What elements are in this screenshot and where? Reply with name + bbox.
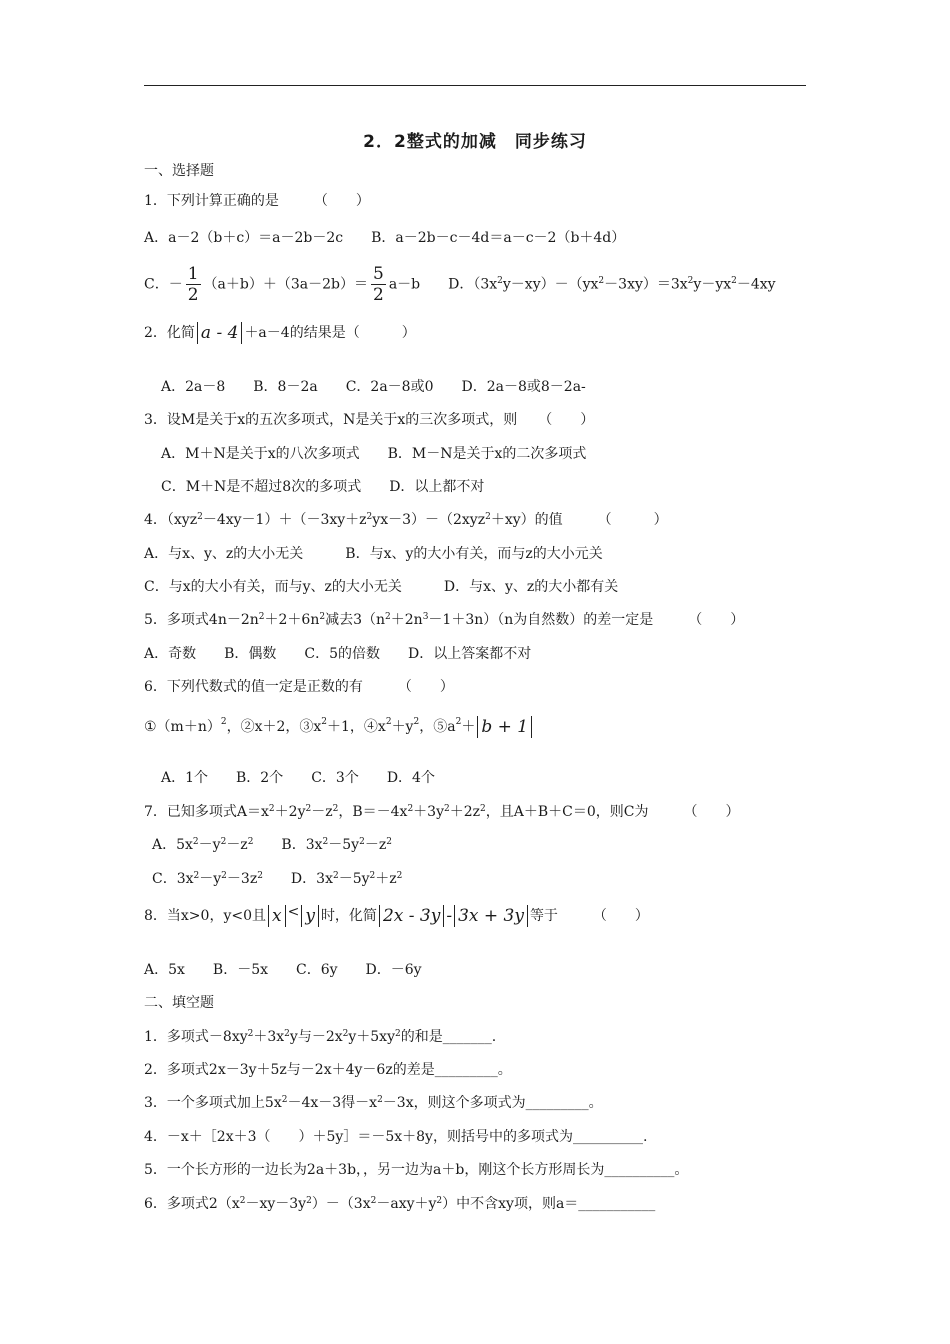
q3-options-cd: C．M＋N是不超过8次的多项式 D．以上都不对 xyxy=(161,479,485,495)
q4-options-cd: C．与x的大小有关，而与y、z的大小无关 D．与x、y、z的大小都有关 xyxy=(144,579,619,595)
fill-q1: 1．多项式$-8xy^2+3x^2y$与$-2x^2y+5xy^2$的和是_______. xyxy=(144,1029,497,1045)
q7-stem: 7．已知多项式$A=x^2+2y^2-z^2$，$B=-4x^2+3y^2+2z^2$，且A＋B＋C＝0，则C为 （ ） xyxy=(144,804,740,820)
q1-options-cd: C．－ $\frac{1}{2}$ （a＋b）＋（3a－2b）＝ $\frac{5}{2}$ a－b D．$(3x^2y-xy)-(yx^2-3xy)=3x^2y-yx^2-4xy$ xyxy=(144,264,776,305)
absolute-value: y xyxy=(301,905,319,927)
q8-stem: 8．当x>0，y<0且 x < y 时，化简 2x - 3y - 3x + 3y 等于 （ ） xyxy=(144,904,649,926)
fill-q5: 5．一个长方形的一边长为2a＋3b，，另一边为a＋b，刚这个长方形周长为__________。 xyxy=(144,1162,689,1178)
q4-stem: 4．$(xyz^2-4xy-1)+(-3xy+z^2yx-3)-(2xyz^2+xy)$的值 （ ） xyxy=(144,512,668,528)
q6-options: A．1个 B．2个 C．3个 D．4个 xyxy=(161,770,435,786)
header-rule xyxy=(144,85,806,86)
q8-options: A．5x B．－5x C．6y D．－6y xyxy=(144,962,422,978)
q3-stem: 3．设M是关于x的五次多项式，N是关于x的三次多项式，则 （ ） xyxy=(144,412,595,428)
q2-stem: 2．化简 a - 4 ＋a－4的结果是（ ） xyxy=(144,323,416,343)
absolute-value: x xyxy=(268,905,286,927)
q6-stem: 6．下列代数式的值一定是正数的有 （ ） xyxy=(144,679,454,695)
q5-options: A．奇数 B．偶数 C．5的倍数 D．以上答案都不对 xyxy=(144,646,532,662)
absolute-value: a - 4 xyxy=(197,322,243,344)
fraction: $\frac{5}{2}$ xyxy=(372,264,384,305)
q4-options-ab: A．与x、y、z的大小无关 B．与x、y的大小有关，而与z的大小元关 xyxy=(144,546,603,562)
absolute-value: 3x + 3y xyxy=(454,905,528,927)
q1-stem: 1．下列计算正确的是 （ ） xyxy=(144,193,370,209)
absolute-value: b + 1 xyxy=(477,716,532,738)
q7-options-cd: C．$3x^2-y^2-3z^2$ D．$3x^2-5y^2+z^2$ xyxy=(152,871,403,887)
section-heading-fill: 二、填空题 xyxy=(144,995,214,1011)
absolute-value: 2x - 3y xyxy=(379,905,444,927)
q7-options-ab: A．$5x^2-y^2-z^2$ B．$3x^2-5y^2-z^2$ xyxy=(152,837,392,853)
q5-stem: 5．多项式$4n-2n^2+2+6n^2$减去$3(n^2+2n^3-1+3n)(n$为自然数）的差一定是 （ ） xyxy=(144,612,745,628)
q1-options-ab: A．a－2（b＋c）＝a－2b－2c B．a－2b－c－4d＝a－c－2（b＋4d） xyxy=(144,230,626,246)
section-heading-choice: 一、选择题 xyxy=(144,163,214,179)
page-title: 2．2整式的加减 同步练习 xyxy=(363,132,587,152)
fill-q4: 4．－x＋［2x＋3（ ）＋5y］＝－5x＋8y，则括号中的多项式为__________. xyxy=(144,1129,648,1145)
fill-q3: 3．一个多项式加上$5x^2-4x-3$得$-x^2-3x$，则这个多项式为_________。 xyxy=(144,1095,603,1111)
q2-options: A．2a－8 B．8－2a C．2a－8或0 D．2a－8或8－2a- xyxy=(161,379,586,395)
q6-expressions: $①(m+n)^2$，②x＋2，$③x^2+1$，$④x^2+y^2$，$⑤a^2+ b + 1$ xyxy=(144,716,534,738)
fraction: $\frac{1}{2}$ xyxy=(187,264,199,305)
fill-q2: 2．多项式2x－3y＋5z与－2x＋4y－6z的差是_________。 xyxy=(144,1062,512,1078)
fill-q6: 6．多项式$2(x^2-xy-3y^2)-(3x^2-axy+y^2)$中不含xy项，则a＝___________ xyxy=(144,1196,656,1212)
q3-options-ab: A．M＋N是关于x的八次多项式 B．M－N是关于x的二次多项式 xyxy=(161,446,587,462)
